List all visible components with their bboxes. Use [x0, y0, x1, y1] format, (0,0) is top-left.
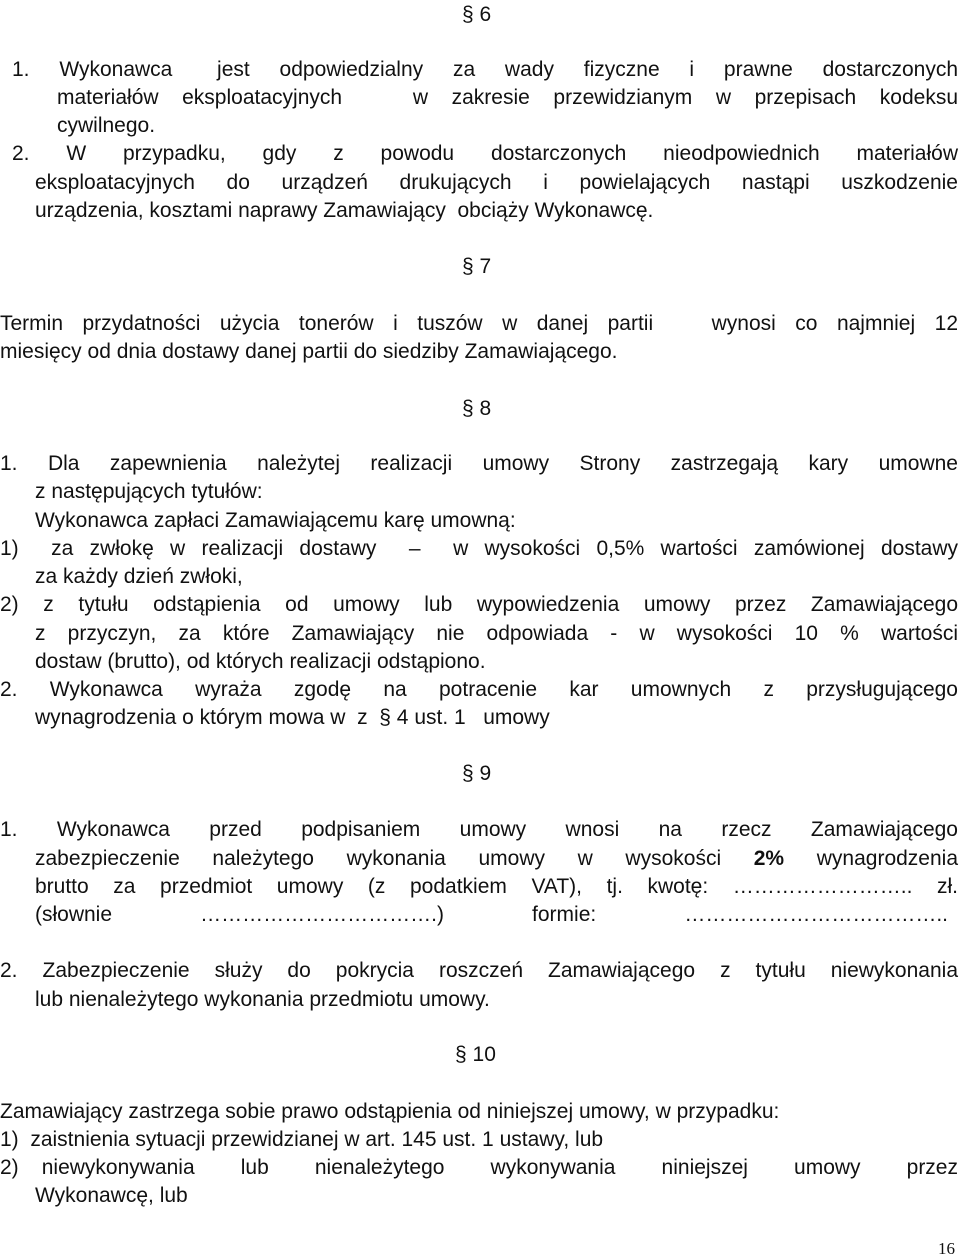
section-6-line-3: cywilnego.: [57, 114, 156, 137]
section-8-line-5: za każdy dzień zwłoki,: [35, 565, 243, 588]
section-7-line-1: Termin przydatności użycia tonerów i tuszów w danej partii wynosi co najmniej 12: [0, 312, 958, 335]
section-8-line-2: z następujących tytułów:: [35, 480, 263, 503]
section-9-line-2: [35, 845, 958, 874]
section-9-percent-bold: 2%: [753, 847, 785, 870]
section-10-heading: § 10: [455, 1043, 496, 1066]
section-7-line-2: miesięcy od dnia dostawy danej partii do siedziby Zamawiającego.: [0, 340, 618, 363]
section-8-line-3: Wykonawca zapłaci Zamawiającemu karę umowną:: [35, 509, 516, 532]
section-6-line-2: materiałów eksploatacyjnych w zakresie przewidzianym w przepisach kodeksu: [57, 86, 958, 109]
section-8-line-4: 1) za zwłokę w realizacji dostawy – w wysokości 0,5% wartości zamówionej dostawy: [0, 537, 958, 560]
section-9-line-3: brutto za przedmiot umowy (z podatkiem VAT), tj. kwotę: …………………….. zł.: [35, 875, 958, 898]
section-8-line-7: z przyczyn, za które Zamawiający nie odpowiada - w wysokości 10 % wartości: [35, 622, 958, 645]
section-9-line-1: 1. Wykonawca przed podpisaniem umowy wnosi na rzecz Zamawiającego: [0, 818, 958, 841]
section-10-line-3: 2) niewykonywania lub nienależytego wykonywania niniejszej umowy przez: [0, 1156, 958, 1179]
section-10-line-1: Zamawiający zastrzega sobie prawo odstąpienia od niniejszej umowy, w przypadku:: [0, 1100, 780, 1123]
section-8-line-1: 1. Dla zapewnienia należytej realizacji umowy Strony zastrzegają kary umowne: [0, 452, 958, 475]
section-9-heading: § 9: [462, 762, 492, 785]
section-6-line-5: eksploatacyjnych do urządzeń drukujących i powielających nastąpi uszkodzenie: [35, 171, 958, 194]
section-9-line-2-text: zabezpieczenie należytego wykonania umowy w wysokości: [35, 847, 754, 870]
section-8-line-9: 2. Wykonawca wyraża zgodę na potracenie kar umownych z przysługującego: [0, 678, 958, 701]
section-9-line-5: 2. Zabezpieczenie służy do pokrycia roszczeń Zamawiającego z tytułu niewykonania: [0, 959, 958, 982]
section-8-line-8: dostaw (brutto), od których realizacji odstąpiono.: [35, 650, 486, 673]
section-6-line-6: urządzenia, kosztami naprawy Zamawiający obciąży Wykonawcę.: [35, 199, 654, 222]
section-9-line-2-tail: wynagrodzenia: [784, 847, 959, 870]
section-10-line-2: 1) zaistnienia sytuacji przewidzianej w art. 145 ust. 1 ustawy, lub: [0, 1128, 604, 1151]
section-6-line-1: 1. Wykonawca jest odpowiedzialny za wady fizyczne i prawne dostarczonych: [12, 58, 958, 81]
section-8-line-6: 2) z tytułu odstąpienia od umowy lub wypowiedzenia umowy przez Zamawiającego: [0, 593, 958, 616]
section-9-line-6: lub nienależytego wykonania przedmiotu umowy.: [35, 988, 490, 1011]
section-8-line-10: wynagrodzenia o którym mowa w z § 4 ust. 1 umowy: [35, 706, 550, 729]
page-number: 16: [938, 1239, 955, 1258]
section-7-heading: § 7: [462, 255, 492, 278]
section-6-line-4: 2. W przypadku, gdy z powodu dostarczonych nieodpowiednich materiałów: [12, 142, 958, 165]
section-9-line-4: (słownie …………………………….) formie: ………………………………..: [35, 903, 948, 926]
section-10-line-4: Wykonawcę, lub: [35, 1184, 188, 1207]
section-8-heading: § 8: [462, 397, 492, 420]
section-6-heading: § 6: [462, 3, 492, 26]
